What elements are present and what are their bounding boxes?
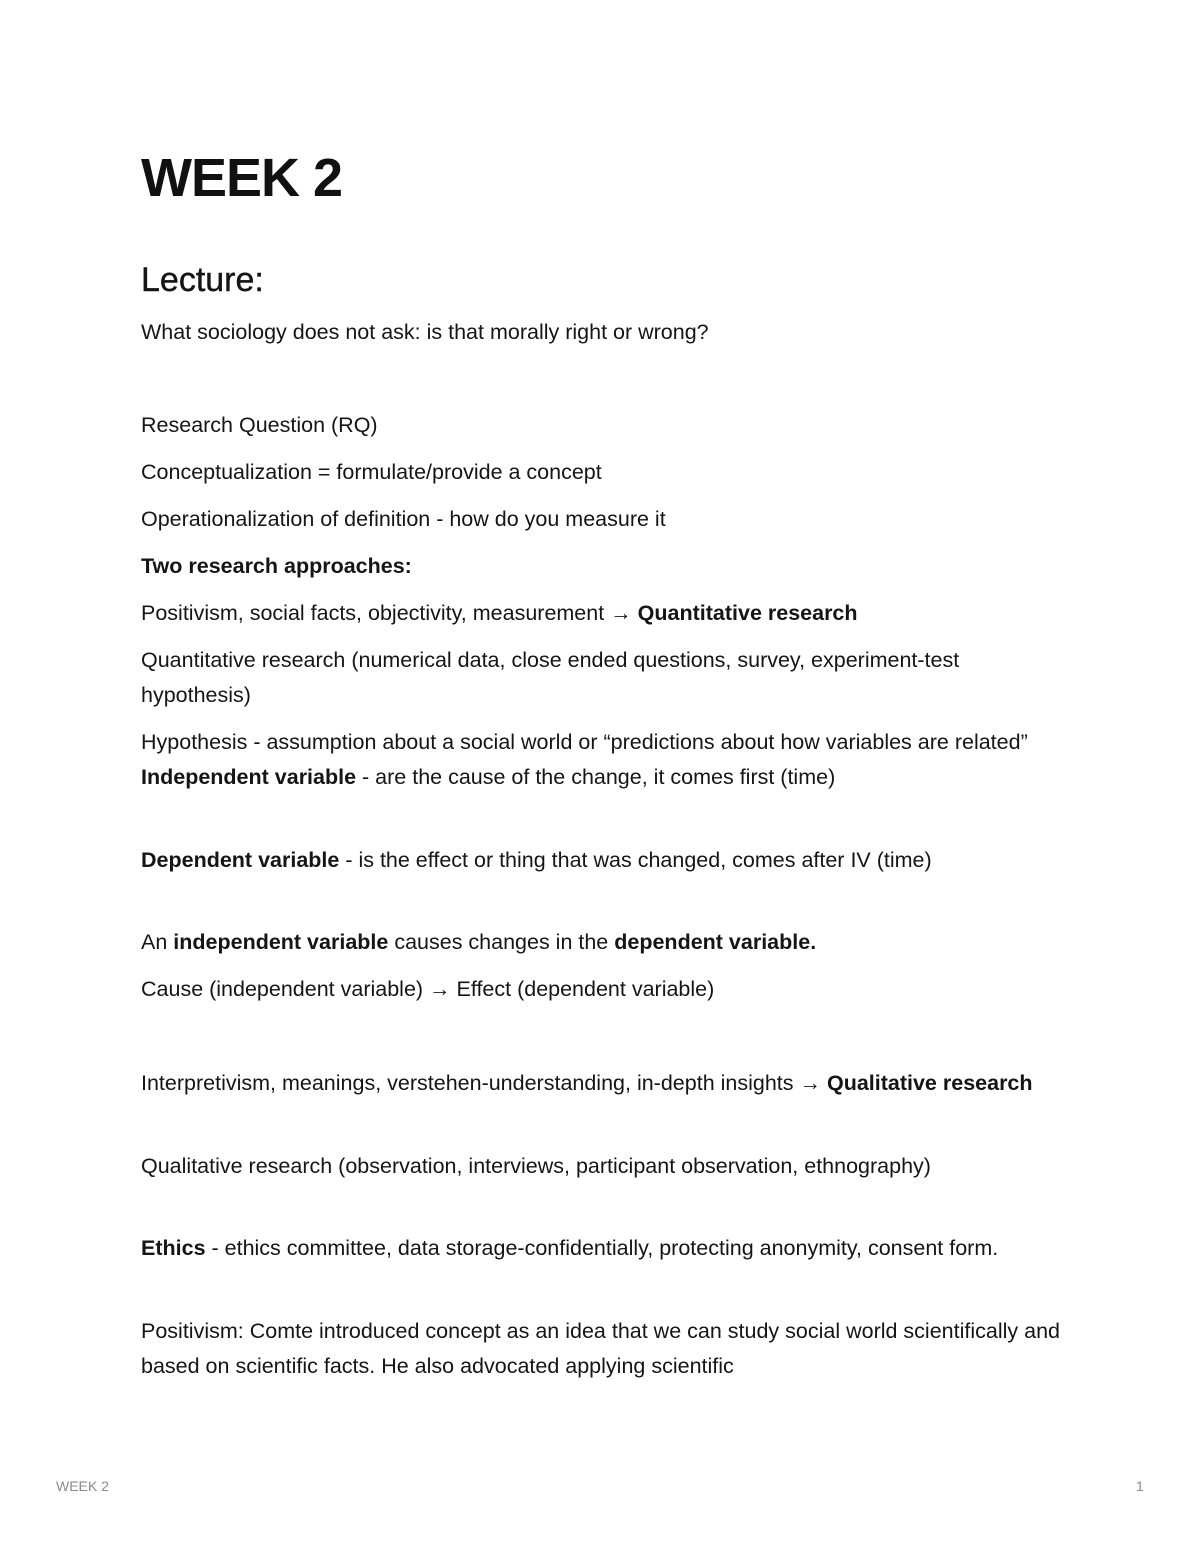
paragraph-sociology-question: What sociology does not ask: is that morally right or wrong? <box>141 320 709 344</box>
page-content <box>141 145 1071 1378</box>
page-number: 1 <box>1136 1478 1144 1494</box>
paragraph-dependent-variable <box>141 843 1061 878</box>
paragraph-quantitative: Quantitative research (numerical data, close ended questions, survey, experiment-test hypothesis) <box>141 648 960 707</box>
paragraph-cause-effect: Cause (independent variable) → Effect (dependent variable) <box>141 977 715 1001</box>
paragraph-comte: Positivism: Comte introduced concept as an idea that we can study social world scientifically and based on scientific facts. He also advocated applying scientific <box>141 1319 1060 1378</box>
bold-quantitative-research: Quantitative research <box>637 601 858 625</box>
paragraph-conceptualization: Conceptualization = formulate/provide a concept <box>141 460 602 484</box>
paragraph-ethics <box>141 1231 1061 1266</box>
bold-dependent-variable-2: dependent variable. <box>614 930 817 954</box>
text-positivism: Positivism, social facts, objectivity, measurement → <box>141 601 638 625</box>
text-an: An <box>141 930 174 954</box>
text-interpretivism: Interpretivism, meanings, verstehen-understanding, in-depth insights → <box>141 1071 827 1095</box>
text-independent-definition: - are the cause of the change, it comes first (time) <box>356 765 836 789</box>
text-dependent-definition: - is the effect or thing that was changed, comes after IV (time) <box>339 848 932 872</box>
paragraph-hypothesis <box>141 725 1061 795</box>
bold-ethics: Ethics <box>141 1236 206 1260</box>
text-causes-changes: causes changes in the <box>388 930 615 954</box>
footer-title: WEEK 2 <box>56 1478 109 1494</box>
paragraph-qualitative: Qualitative research (observation, interviews, participant observation, ethnography) <box>141 1154 931 1178</box>
bold-independent-variable-2: independent variable <box>173 930 389 954</box>
paragraph-operationalization: Operationalization of definition - how do you measure it <box>141 507 666 531</box>
bold-independent-variable: Independent variable <box>141 765 357 789</box>
text-ethics-definition: - ethics committee, data storage-confidentially, protecting anonymity, consent form. <box>205 1236 999 1260</box>
paragraph-interpretivism <box>141 1066 1061 1101</box>
bold-qualitative-research: Qualitative research <box>826 1071 1033 1095</box>
page-title: WEEK 2 <box>141 148 343 208</box>
section-heading: Lecture: <box>141 261 264 299</box>
paragraph-research-question: Research Question (RQ) <box>141 413 378 437</box>
paragraph-cause-changes <box>141 925 1061 960</box>
bold-two-approaches: Two research approaches: <box>141 554 412 578</box>
bold-dependent-variable: Dependent variable <box>141 848 340 872</box>
paragraph-two-approaches <box>141 549 1061 584</box>
text-hypothesis: Hypothesis - assumption about a social world or “predictions about how variables are related” <box>141 730 1028 754</box>
paragraph-positivism <box>141 596 1061 631</box>
